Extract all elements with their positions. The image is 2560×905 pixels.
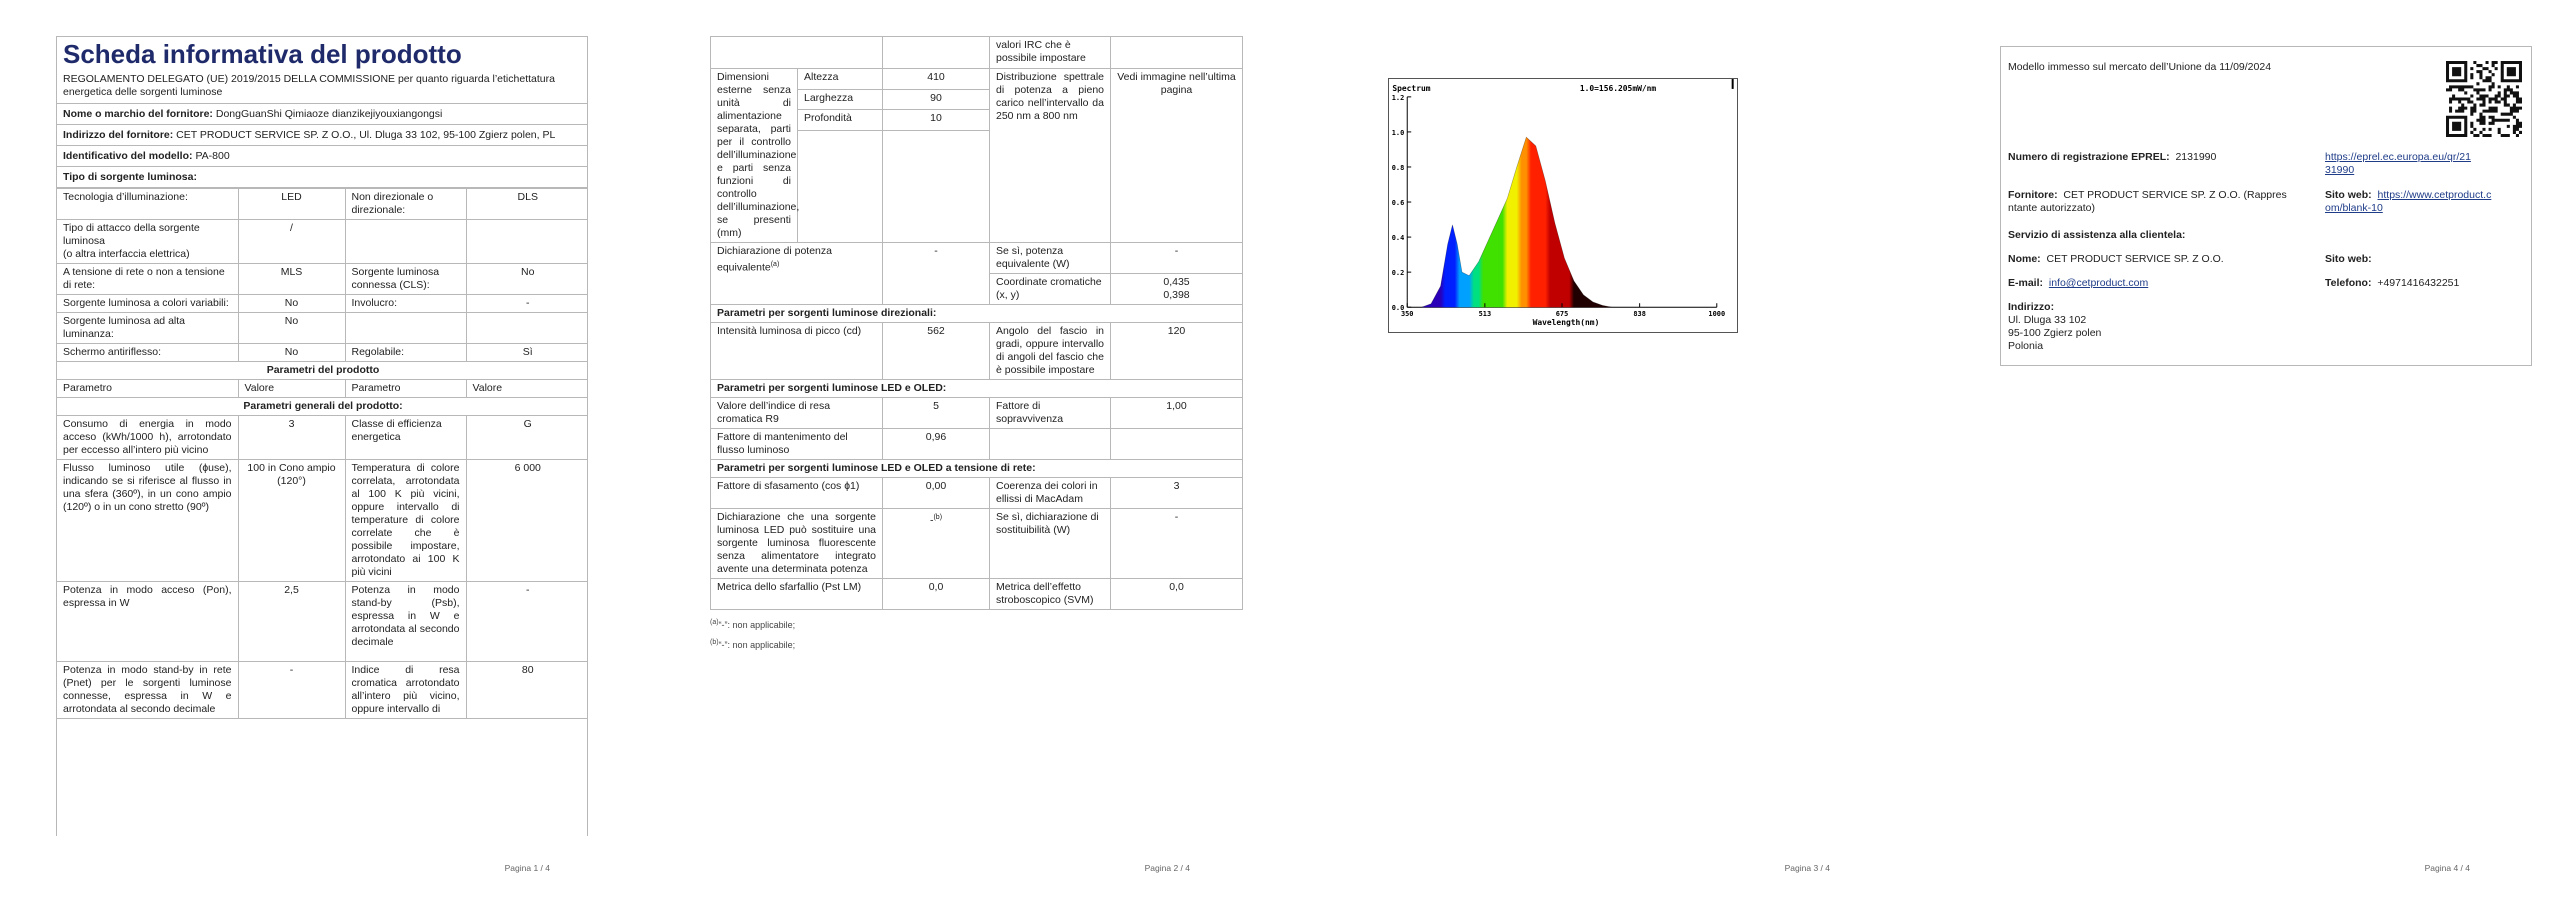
footnote-b (710, 634, 1242, 654)
supplier-label: Nome o marchio del fornitore: (63, 108, 213, 120)
cell-label: Classe di efficienza energetica (345, 416, 466, 460)
phone-label: Telefono: (2325, 277, 2372, 289)
cell-empty (883, 37, 990, 69)
service-header (2008, 229, 2185, 242)
eprel-info-box (2000, 46, 2532, 366)
cell-value: - (466, 582, 588, 662)
footnote-ref: (b) (933, 514, 943, 521)
cell-value: G (466, 416, 588, 460)
x-axis-label: Wavelength(nm) (1532, 318, 1600, 328)
page-number: Pagina 4 / 4 (2424, 863, 2470, 873)
table-row (57, 220, 588, 264)
chart-title: Spectrum (1392, 83, 1431, 93)
survival-label: Fattore di sopravvivenza (990, 398, 1111, 429)
service-name-row (2008, 253, 2224, 266)
general-header: Parametri generali del prodotto: (57, 398, 588, 416)
model-value: PA-800 (195, 150, 230, 162)
cell-label: Consumo di energia in modo acceso (kWh/1000 h), arrotondato per eccesso all’intero più vicino (57, 416, 238, 460)
macadam-value: 3 (1111, 478, 1243, 509)
params-continued (710, 36, 1242, 654)
replace-value-text: - (929, 514, 934, 527)
peak-value: 562 (883, 323, 990, 380)
dim-key: Profondità (798, 110, 883, 131)
y-tick-label: 1.0 (1391, 128, 1405, 137)
cell-empty (990, 429, 1111, 460)
address-block (2008, 301, 2101, 353)
cell-label (345, 220, 466, 264)
pf-value: 0,00 (883, 478, 990, 509)
cell-value: No (238, 313, 345, 344)
section-header (57, 398, 588, 416)
r9-label: Valore dell’indice di resa cromatica R9 (711, 398, 883, 429)
cell-label: Non direzionale o direzionale: (345, 189, 466, 220)
column-header: Parametro (345, 380, 466, 398)
table-row (57, 313, 588, 344)
address-row (57, 125, 587, 146)
phone-value: +4971416432251 (2377, 277, 2460, 289)
equiv-power-value: - (1111, 243, 1243, 274)
cell-value: No (238, 344, 345, 362)
cell-value (466, 220, 588, 264)
phone-row (2325, 277, 2459, 290)
table-row (57, 582, 588, 662)
cell-value: 80 (466, 662, 588, 719)
email-label: E-mail: (2008, 277, 2044, 289)
spectral-label: Distribuzione spettrale di potenza a pieno carico nell’intervallo da 250 nm a 800 nm (990, 69, 1111, 243)
strobo-label: Metrica dell’effetto stroboscopico (SVM) (990, 579, 1111, 610)
table-row (57, 295, 588, 313)
cell-value: LED (238, 189, 345, 220)
cell-value: 2,5 (238, 582, 345, 662)
section-header (711, 305, 1243, 323)
cell-empty (1111, 37, 1243, 69)
cell-value: No (466, 264, 588, 295)
cell-value: - (466, 295, 588, 313)
regulation-subtitle: REGOLAMENTO DELEGATO (UE) 2019/2015 DELLA COMMISSIONE per quanto riguarda l’etichettatura energetica delle sorgenti luminose (57, 69, 587, 104)
cell-label: Potenza in modo stand-by (Psb), espressa in W e arrotondata al secondo decimale (345, 582, 466, 662)
table-row (711, 243, 1243, 274)
cell-value: MLS (238, 264, 345, 295)
document-page-4 (1920, 0, 2560, 905)
cell-label: Sorgente luminosa connessa (CLS): (345, 264, 466, 295)
equiv-label (711, 243, 883, 305)
table-row (57, 416, 588, 460)
x-tick-label: 350 (1400, 310, 1414, 319)
table-row (711, 429, 1243, 460)
footnote-marker: (a) (710, 619, 719, 626)
eprel-value: 2131990 (2175, 151, 2217, 163)
y-tick-label: 0.4 (1391, 234, 1405, 243)
chroma-values (1111, 274, 1243, 305)
market-date: Modello immesso sul mercato dell’Unione da 11/09/2024 (2008, 61, 2272, 73)
table-row (711, 509, 1243, 579)
section-header (57, 362, 588, 380)
y-tick-label: 1.2 (1391, 93, 1405, 102)
supplier-row (57, 104, 587, 125)
type-label: Tipo di sorgente luminosa: (63, 171, 197, 183)
chroma-y: 0,398 (1163, 289, 1190, 301)
cell-value: 6 000 (466, 460, 588, 582)
pf-label: Fattore di sfasamento (cos ɸ1) (711, 478, 883, 509)
params-table (57, 188, 588, 719)
footnote-ref: (a) (770, 261, 780, 268)
spectral-value: Vedi immagine nell’ultima pagina (1111, 69, 1243, 243)
table-row (711, 323, 1243, 380)
eprel-link[interactable] (2325, 151, 2525, 177)
qr-modules (2446, 61, 2522, 137)
beam-label: Angolo del fascio in gradi, oppure intervallo di angoli del fascio che è possibile impostare (990, 323, 1111, 380)
qr-code-icon (2446, 61, 2522, 137)
r9-value: 5 (883, 398, 990, 429)
supplier-row (2008, 189, 2308, 215)
footnote-a (710, 614, 1242, 634)
survival-value: 1,00 (1111, 398, 1243, 429)
dim-value: 10 (883, 110, 990, 131)
peak-label: Intensità luminosa di picco (cd) (711, 323, 883, 380)
table-row (711, 37, 1243, 69)
y-tick-label: 0.6 (1391, 199, 1405, 208)
model-label: Identificativo del modello: (63, 150, 193, 162)
website-link[interactable]: https://www.cetproduct.c (2377, 189, 2492, 201)
strobo-value: 0,0 (1111, 579, 1243, 610)
page-title: Scheda informativa del prodotto (63, 39, 462, 69)
table-row (57, 189, 588, 220)
directional-header: Parametri per sorgenti luminose direzionali: (711, 305, 1243, 323)
supplier-value: CET PRODUCT SERVICE SP. Z O.O. (Rappres (2063, 189, 2287, 201)
document-page-3 (1280, 0, 1920, 905)
replace-label: Dichiarazione che una sorgente luminosa LED può sostituire una sorgente luminosa fluorescente senza alimentatore integrato avente una determinata potenza (711, 509, 883, 579)
table-row (57, 344, 588, 362)
cell-value: No (238, 295, 345, 313)
table-row (711, 69, 1243, 90)
x-tick-label: 1000 (1708, 310, 1726, 319)
page-number: Pagina 3 / 4 (1784, 863, 1830, 873)
column-header-row (57, 380, 588, 398)
address-line: Polonia (2008, 340, 2044, 352)
cell-label: Potenza in modo acceso (Pon), espressa in W (57, 582, 238, 662)
table-row (57, 264, 588, 295)
footnote-text: “-”: non applicabile; (718, 620, 796, 630)
cell-label: Temperatura di colore correlata, arrotondata al 100 K più vicini, oppure intervallo di temperature di colore correlate che è possibile impostare, arrotondato ai 100 K più vicini (345, 460, 466, 582)
cell-label: Sorgente luminosa a colori variabili: (57, 295, 238, 313)
y-tick-label: 0.8 (1391, 163, 1405, 172)
model-row (57, 146, 587, 167)
cell-value: - (238, 662, 345, 719)
maintenance-label: Fattore di mantenimento del flusso luminoso (711, 429, 883, 460)
address-value: CET PRODUCT SERVICE SP. Z O.O., Ul. Dluga 33 102, 95-100 Zgierz polen, PL (176, 129, 556, 141)
mains-header: Parametri per sorgenti luminose LED e OLED a tensione di rete: (711, 460, 1243, 478)
eprel-link-line[interactable]: https://eprel.ec.europa.eu/qr/21 (2325, 151, 2471, 163)
document-page-1 (0, 0, 640, 905)
beam-value: 120 (1111, 323, 1243, 380)
cell-value: / (238, 220, 345, 264)
name-label: Nome: (2008, 253, 2041, 265)
supplier-label: Fornitore: (2008, 189, 2058, 201)
product-info-sheet (56, 36, 588, 836)
dim-value: 90 (883, 89, 990, 110)
cell-label: Potenza in modo stand-by in rete (Pnet) per le sorgenti luminose connesse, espressa in W e arrotondata al secondo decimale (57, 662, 238, 719)
cell-empty (798, 131, 883, 243)
dimensions-label: Dimensioni esterne senza unità di alimentazione separata, parti per il controllo dell’illuminazione e parti senza funzioni di controllo dell’illuminazione, se presenti (mm) (711, 69, 798, 243)
footnotes (710, 614, 1242, 654)
service-label: Servizio di assistenza alla clientela: (2008, 229, 2186, 241)
footnote-text: “-”: non applicabile; (718, 640, 796, 650)
macadam-label: Coerenza dei colori in ellissi di MacAdam (990, 478, 1111, 509)
service-website-row (2325, 253, 2372, 266)
page-number: Pagina 1 / 4 (504, 863, 550, 873)
type-header (57, 167, 587, 188)
service-website-label: Sito web: (2325, 253, 2372, 265)
website-label: Sito web: (2325, 189, 2372, 201)
document-page-2 (640, 0, 1280, 905)
column-header: Valore (238, 380, 345, 398)
cell-label: Tipo di attacco della sorgente luminosa (o altra interfaccia elettrica) (57, 220, 238, 264)
cell-label: Involucro: (345, 295, 466, 313)
chroma-x: 0,435 (1163, 276, 1190, 288)
cell-label: Flusso luminoso utile (ɸuse), indicando se si riferisce al flusso in una sfera (360º), in un cono ampio (120º) o in un cono stretto (90º) (57, 460, 238, 582)
email-link[interactable]: info@cetproduct.com (2048, 277, 2149, 289)
y-tick-label: 0.0 (1391, 304, 1405, 313)
eprel-row (2008, 151, 2216, 164)
website-link-cont[interactable]: om/blank-10 (2325, 202, 2383, 214)
replace-w-label: Se sì, dichiarazione di sostituibilità (W) (990, 509, 1111, 579)
x-tick-label: 513 (1478, 310, 1492, 319)
flicker-value: 0,0 (883, 579, 990, 610)
flicker-label: Metrica dello sfarfallio (Pst LM) (711, 579, 883, 610)
footnote-marker: (b) (710, 639, 719, 646)
cell-label (345, 313, 466, 344)
cell-value: 100 in Cono ampio (120°) (238, 460, 345, 582)
cell-value: 3 (238, 416, 345, 460)
supplier-value: DongGuanShi Qimiaoze dianzikejiyouxiangongsi (215, 108, 443, 120)
cell-label: Sorgente luminosa ad alta luminanza: (57, 313, 238, 344)
dim-key: Altezza (798, 69, 883, 90)
address-line: Ul. Dluga 33 102 (2008, 314, 2087, 326)
address-line: 95-100 Zgierz polen (2008, 327, 2102, 339)
address-label: Indirizzo del fornitore: (63, 129, 174, 141)
x-tick-label: 675 (1555, 310, 1569, 319)
eprel-link-line[interactable]: 31990 (2325, 164, 2355, 176)
table-row (711, 579, 1243, 610)
spectrum-chart (1388, 78, 1738, 333)
maintenance-value: 0,96 (883, 429, 990, 460)
email-row (2008, 277, 2148, 290)
cell-label: Schermo antiriflesso: (57, 344, 238, 362)
column-header: Parametro (57, 380, 238, 398)
cell-value: DLS (466, 189, 588, 220)
replace-value (883, 509, 990, 579)
address-label: Indirizzo: (2008, 301, 2055, 313)
cell-label: Regolabile: (345, 344, 466, 362)
dim-value: 410 (883, 69, 990, 90)
cell-label: Indice di resa cromatica arrotondato all’intero più vicino, oppure intervallo di (345, 662, 466, 719)
params-header: Parametri del prodotto (57, 362, 588, 380)
name-value: CET PRODUCT SERVICE SP. Z O.O. (2046, 253, 2224, 265)
eprel-label: Numero di registrazione EPREL: (2008, 151, 2170, 163)
dim-key: Larghezza (798, 89, 883, 110)
y-tick-label: 0.2 (1391, 269, 1405, 278)
x-tick-label: 838 (1633, 310, 1646, 319)
params-table-continued (710, 36, 1243, 610)
cell-label: Tecnologia d’illuminazione: (57, 189, 238, 220)
table-row (711, 478, 1243, 509)
replace-w-value: - (1111, 509, 1243, 579)
cell-empty (883, 131, 990, 243)
website-row (2325, 189, 2525, 215)
table-row (57, 662, 588, 719)
section-header (711, 380, 1243, 398)
page-number: Pagina 2 / 4 (1144, 863, 1190, 873)
chroma-label: Coordinate cromatiche (x, y) (990, 274, 1111, 305)
section-header (711, 460, 1243, 478)
chart-annotation: 1.0=156.205mW/nm (1579, 83, 1657, 93)
cell-label: valori IRC che è possibile impostare (990, 37, 1111, 69)
led-header: Parametri per sorgenti luminose LED e OLED: (711, 380, 1243, 398)
equiv-value: - (883, 243, 990, 305)
supplier-value-cont: ntante autorizzato) (2008, 202, 2095, 214)
cell-empty (711, 37, 883, 69)
equiv-power-label: Se sì, potenza equivalente (W) (990, 243, 1111, 274)
table-row (57, 460, 588, 582)
equiv-label-text: Dichiarazione di potenza equivalente (717, 245, 832, 274)
cell-label: A tensione di rete o non a tensione di rete: (57, 264, 238, 295)
cell-value: Sì (466, 344, 588, 362)
table-row (711, 398, 1243, 429)
cell-value (466, 313, 588, 344)
column-header: Valore (466, 380, 588, 398)
cell-empty (1111, 429, 1243, 460)
